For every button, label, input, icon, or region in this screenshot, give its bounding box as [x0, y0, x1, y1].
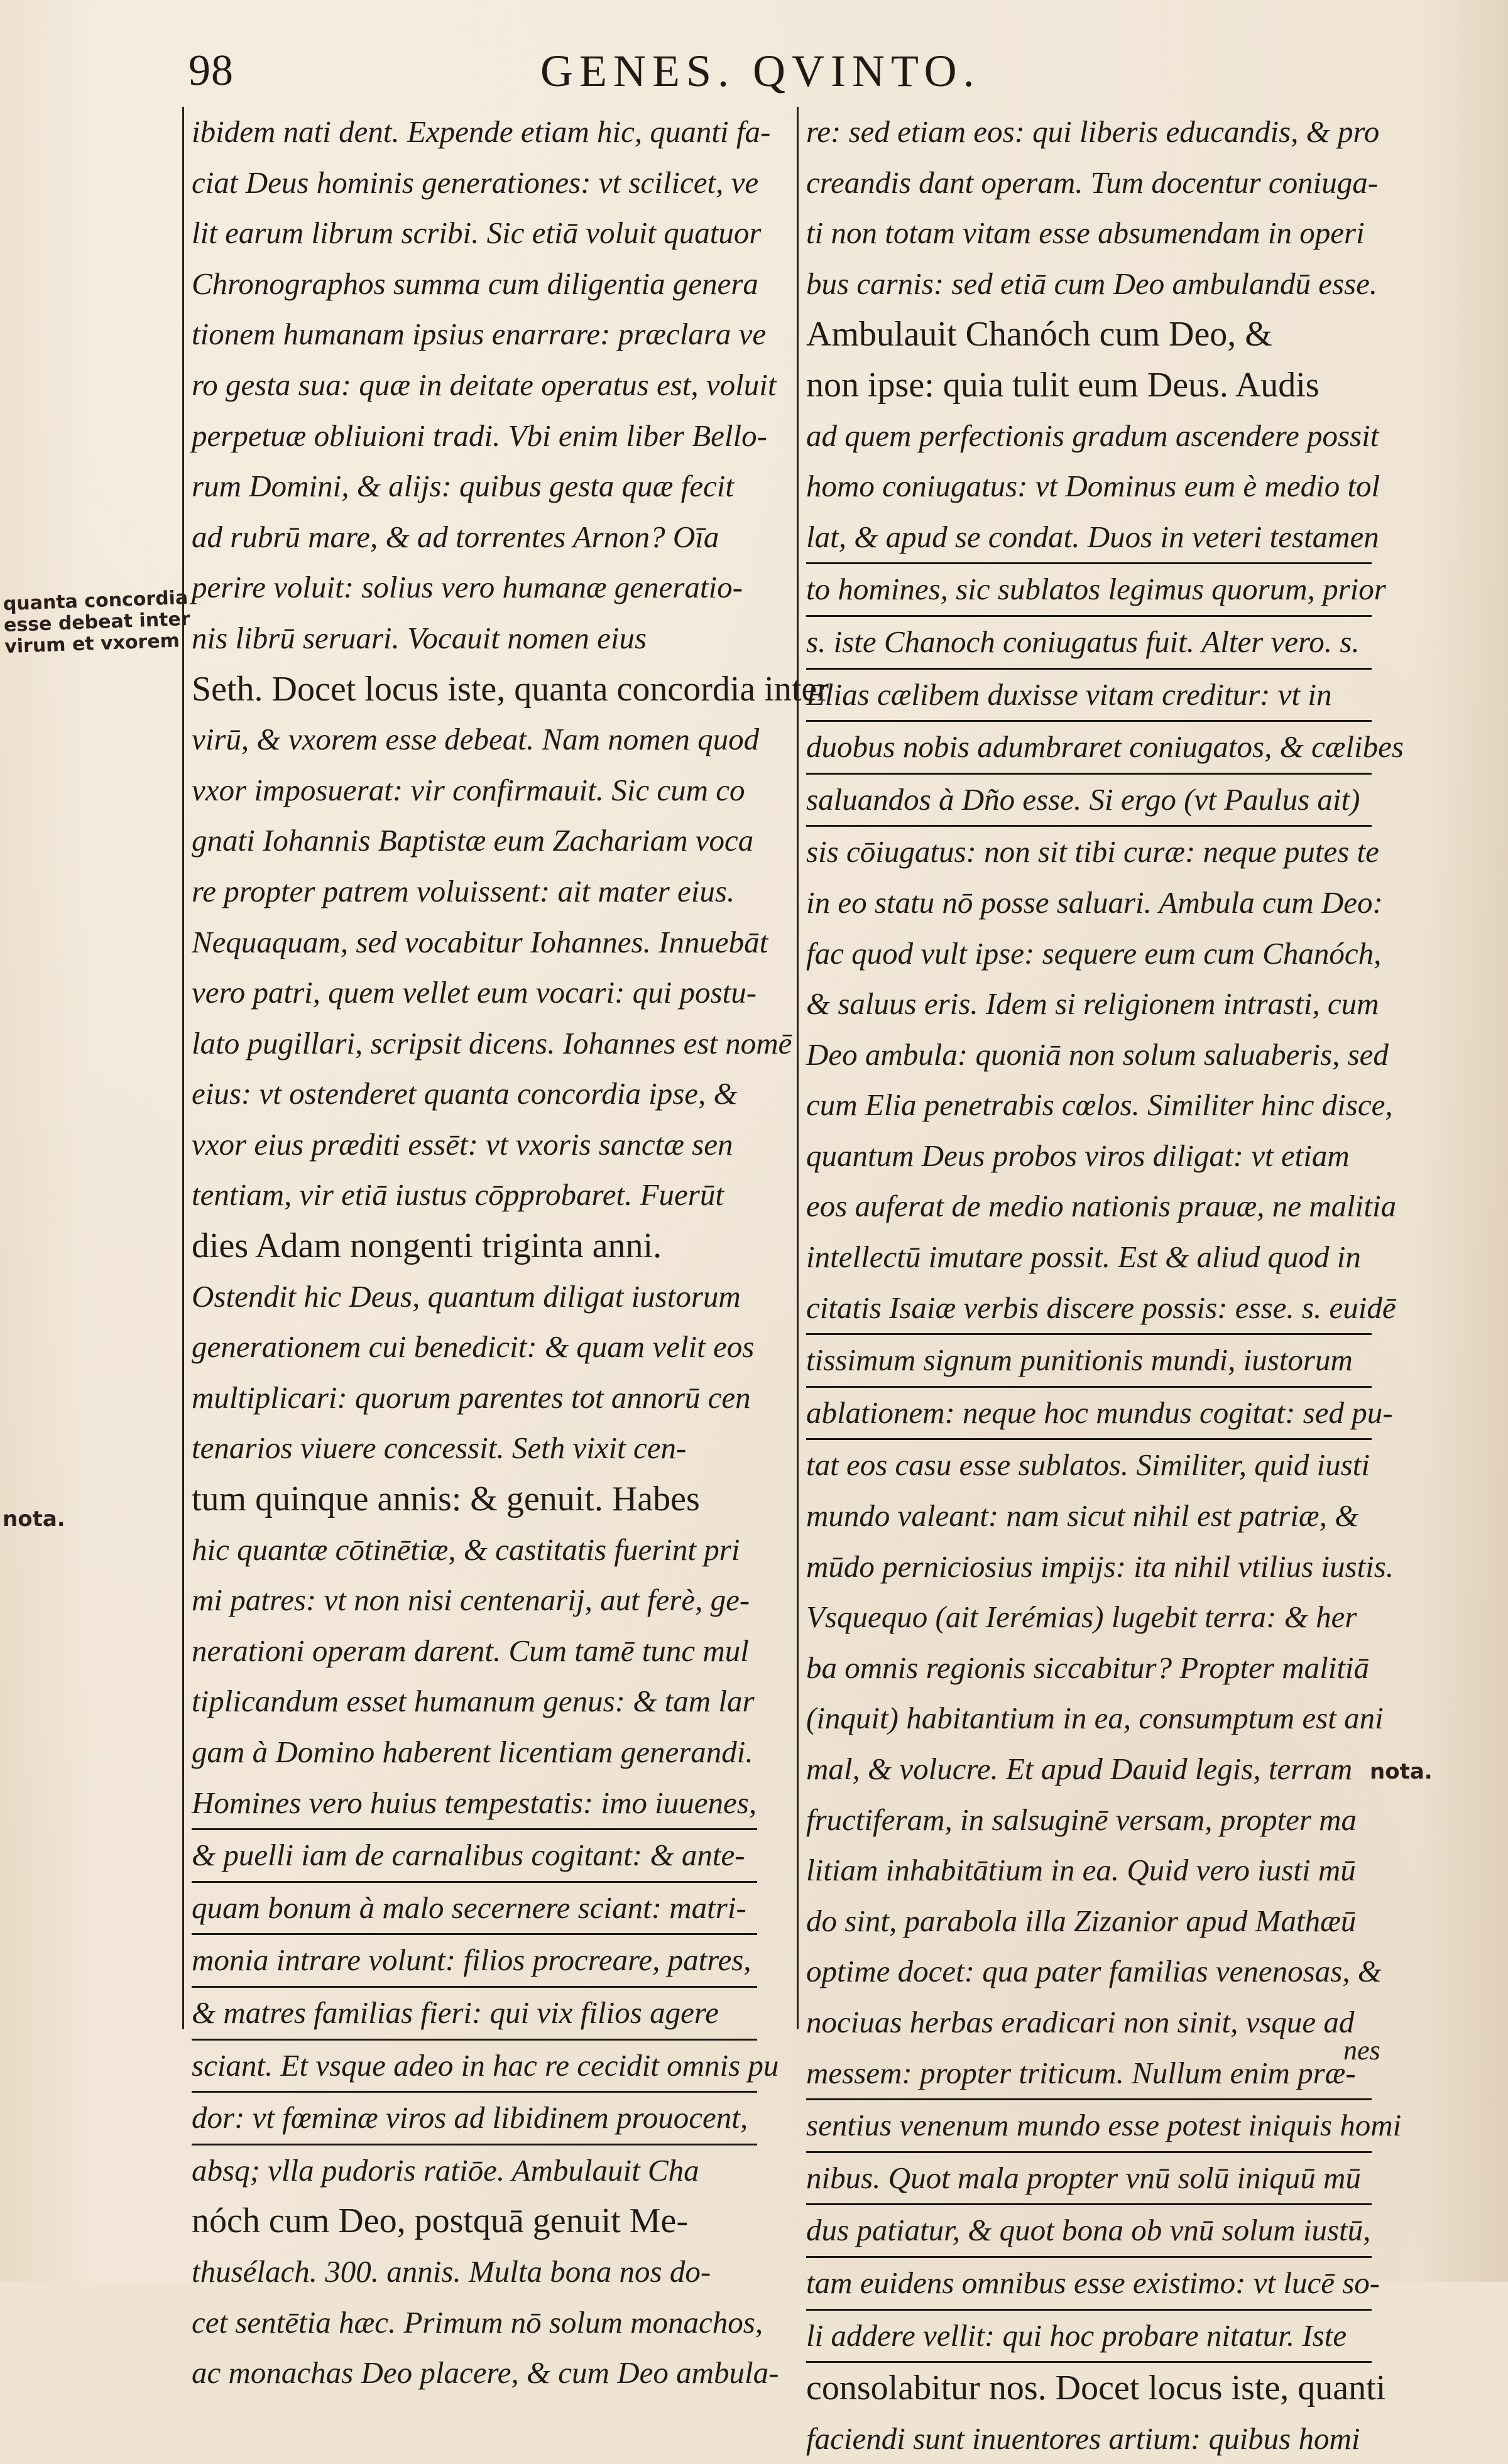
underlined-text-line: li addere vellit: qui hoc probare nitatur. Iste	[806, 2311, 1372, 2363]
text-line: in eo statu nō posse saluari. Ambula cum Deo:	[806, 885, 1383, 920]
text-line: nóch cum Deo, postquā genuit Me-	[192, 2201, 689, 2241]
text-line: ac monachas Deo placere, & cum Deo ambula-	[192, 2355, 779, 2390]
underlined-text-line: & matres familias fieri: qui vix filios agere	[192, 1988, 757, 2041]
text-line: Seth. Docet locus iste, quanta concordia inter	[192, 669, 829, 709]
underlined-text-line: messem: propter triticum. Nullum enim præ-	[806, 2048, 1372, 2101]
text-line: tentiam, vir etiā iustus cōpprobaret. Fuerūt	[192, 1177, 724, 1213]
underlined-text-line: quam bonum à malo secernere sciant: matri-	[192, 1883, 757, 1936]
text-line: nociuas herbas eradicari non sinit, vsque ad	[806, 2004, 1355, 2039]
text-line: perire voluit: solius vero humanæ generatio-	[192, 570, 743, 605]
text-line: lit earum librum scribi. Sic etiā voluit quatuor	[192, 215, 762, 251]
text-line: Ambulauit Chanóch cum Deo, &	[806, 315, 1272, 354]
text-line: vxor eius præditi essēt: vt vxoris sanctæ sen	[192, 1126, 733, 1162]
text-line: perpetuæ obliuioni tradi. Vbi enim liber Bello-	[192, 418, 767, 453]
underlined-text-line: saluandos à Dño esse. Si ergo (vt Paulus ait)	[806, 775, 1372, 827]
underlined-text-line: sentius venenum mundo esse potest iniquis homi	[806, 2100, 1372, 2153]
underlined-text-line: tam euidens omnibus esse existimo: vt lucē so-	[806, 2258, 1372, 2311]
text-line: bus carnis: sed etiā cum Deo ambulandū esse.	[806, 266, 1378, 301]
text-line: eius: vt ostenderet quanta concordia ipse, &	[192, 1076, 738, 1111]
text-line: faciendi sunt inuentores artium: quibus homi	[806, 2421, 1360, 2456]
underlined-text-line: tissimum signum punitionis mundi, iustorum	[806, 1335, 1372, 1388]
text-line: mal, & volucre. Et apud Dauid legis, terram	[806, 1752, 1353, 1786]
underlined-text-line: ablationem: neque hoc mundus cogitat: sed pu-	[806, 1388, 1372, 1441]
text-line: re: sed etiam eos: qui liberis educandis, & pro	[806, 114, 1380, 149]
text-line: vxor imposuerat: vir confirmauit. Sic cum co	[192, 772, 745, 807]
text-line: Ostendit hic Deus, quantum diligat iustorum	[192, 1278, 741, 1314]
text-line: generationem cui benedicit: & quam velit eos	[192, 1329, 755, 1365]
text-line: eos auferat de medio nationis prauæ, ne malitia	[806, 1189, 1397, 1224]
underlined-text-line: & puelli iam de carnalibus cogitant: & ante-	[192, 1830, 757, 1883]
text-line: tiplicandum esset humanum genus: & tam lar	[192, 1684, 755, 1719]
text-line: Nequaquam, sed vocabitur Iohannes. Innuebāt	[192, 924, 768, 959]
underlined-text-line: dor: vt fœminæ viros ad libidinem prouocent,	[192, 2093, 757, 2145]
margin-note-line: virum et vxorem	[4, 630, 180, 658]
text-line: sis cōiugatus: non sit tibi curæ: neque putes te	[806, 834, 1379, 869]
text-line: mundo valeant: nam sicut nihil est patriæ, &	[806, 1498, 1359, 1534]
left-text-column	[182, 107, 829, 2390]
text-line: creandis dant operam. Tum docentur coniuga-	[806, 165, 1379, 200]
text-line: ro gesta sua: quæ in deitate operatus est, voluit	[192, 367, 777, 402]
text-line: rum Domini, & alijs: quibus gesta quæ fecit	[192, 469, 734, 504]
text-line: fac quod vult ipse: sequere eum cum Chanóch,	[806, 935, 1382, 971]
running-title: GENES. QVINTO.	[540, 46, 981, 96]
text-line: tenarios viuere concessit. Seth vixit cen-	[192, 1431, 687, 1466]
text-line: ibidem nati dent. Expende etiam hic, quanti fa-	[192, 114, 771, 149]
text-line: ad rubrū mare, & ad torrentes Arnon? Oīa	[192, 519, 719, 554]
text-line: nerationi operam darent. Cum tamē tunc mul	[192, 1633, 749, 1668]
text-line: tat eos casu esse sublatos. Similiter, quid iusti	[806, 1447, 1370, 1483]
text-line: Chronographos summa cum diligentia genera	[192, 266, 758, 301]
text-line: absq; vlla pudoris ratiōe. Ambulauit Cha	[192, 2152, 699, 2188]
text-line: cum Elia penetrabis cœlos. Similiter hinc disce,	[806, 1088, 1393, 1123]
text-line: lato pugillari, scripsit dicens. Iohannes est nomē	[192, 1025, 792, 1060]
text-line: ciat Deus hominis generationes: vt scilicet, ve	[192, 165, 759, 200]
text-line: vero patri, quem vellet eum vocari: qui postu-	[192, 975, 757, 1010]
text-line: nis librū seruari. Vocauit nomen eius	[192, 620, 647, 655]
handwritten-margin-note-left	[3, 587, 191, 658]
text-line: Deo ambula: quoniā non solum saluaberis, sed	[806, 1037, 1389, 1072]
underlined-text-line: Homines vero huius tempestatis: imo iuuenes,	[192, 1778, 757, 1831]
text-line: optime docet: qua pater familias venenosas, &	[806, 1954, 1382, 1989]
catchword: nes	[1343, 2035, 1380, 2066]
text-line: non ipse: quia tulit eum Deus. Audis	[806, 365, 1320, 405]
page-header	[188, 43, 1382, 99]
underlined-text-line: Elias cælibem duxisse vitam creditur: vt in	[806, 670, 1372, 722]
underlined-text-line: nibus. Quot mala propter vnū solū iniquū mū	[806, 2153, 1372, 2206]
text-line: ti non totam vitam esse absumendam in operi	[806, 215, 1365, 251]
text-line: Vsquequo (ait Ierémias) lugebit terra: & her	[806, 1600, 1357, 1635]
text-line: multiplicari: quorum parentes tot annorū cen	[192, 1380, 751, 1415]
text-line: re propter patrem voluissent: ait mater eius.	[192, 873, 735, 908]
text-line: ad quem perfectionis gradum ascendere possit	[806, 418, 1379, 453]
handwritten-nota-right: nota.	[1370, 1759, 1433, 1784]
underlined-text-line: s. iste Chanoch coniugatus fuit. Alter vero. s.	[806, 617, 1372, 670]
text-line: consolabitur nos. Docet locus iste, quanti	[806, 2369, 1386, 2408]
text-line: mūdo perniciosius impijs: ita nihil vtilius iustis.	[806, 1549, 1394, 1584]
text-line: ba omnis regionis siccabitur? Propter malitiā	[806, 1650, 1370, 1685]
text-line: cet sentētia hæc. Primum nō solum monachos,	[192, 2304, 763, 2340]
underlined-text-line: to homines, sic sublatos legimus quorum, prior	[806, 564, 1372, 617]
text-line: quantum Deus probos viros diligat: vt etiam	[806, 1138, 1350, 1173]
text-line: litiam inhabitātium in ea. Quid vero iusti mū	[806, 1853, 1356, 1888]
text-line: dies Adam nongenti triginta anni.	[192, 1226, 662, 1266]
underlined-text-line: dus patiatur, & quot bona ob vnū solum iustū,	[806, 2205, 1372, 2258]
text-line: thusélach. 300. annis. Multa bona nos do-	[192, 2254, 711, 2289]
text-line: & saluus eris. Idem si religionem intrasti, cum	[806, 986, 1379, 1022]
text-line: hic quantæ cōtinētiæ, & castitatis fuerint pri	[192, 1532, 740, 1567]
text-line: tum quinque annis: & genuit. Habes	[192, 1480, 700, 1519]
underlined-text-line: monia intrare volunt: filios procreare, patres,	[192, 1935, 757, 1988]
underlined-text-line: lat, & apud se condat. Duos in veteri testamen	[806, 512, 1372, 565]
folio-number: 98	[188, 46, 234, 95]
margin-note-line: quanta concordia	[3, 586, 188, 616]
text-line: do sint, parabola illa Zizanior apud Mathæū	[806, 1903, 1357, 1938]
text-line: mi patres: vt non nisi centenarij, aut ferè, ge-	[192, 1583, 750, 1618]
text-line: intellectū imutare possit. Est & aliud quod in	[806, 1240, 1361, 1275]
text-line: gnati Iohannis Baptistæ eum Zachariam voca	[192, 823, 754, 858]
handwritten-nota-left: nota.	[3, 1507, 65, 1532]
margin-note-line: esse debeat inter	[3, 608, 191, 637]
underlined-text-line: citatis Isaiæ verbis discere possis: esse. s. euidē	[806, 1283, 1372, 1336]
text-line: (inquit) habitantium in ea, consumptum est ani	[806, 1701, 1384, 1736]
text-line: virū, & vxorem esse debeat. Nam nomen quod	[192, 722, 760, 757]
underlined-text-line: sciant. Et vsque adeo in hac re cecidit omnis pu	[192, 2041, 757, 2093]
text-line: gam à Domino haberent licentiam generandi.	[192, 1735, 753, 1769]
text-line: tionem humanam ipsius enarrare: præclara ve	[192, 317, 767, 352]
underlined-text-line: duobus nobis adumbraret coniugatos, & cælibes	[806, 722, 1372, 775]
text-line: homo coniugatus: vt Dominus eum è medio tol	[806, 469, 1380, 504]
text-line: fructiferam, in salsuginē versam, propter ma	[806, 1802, 1357, 1837]
